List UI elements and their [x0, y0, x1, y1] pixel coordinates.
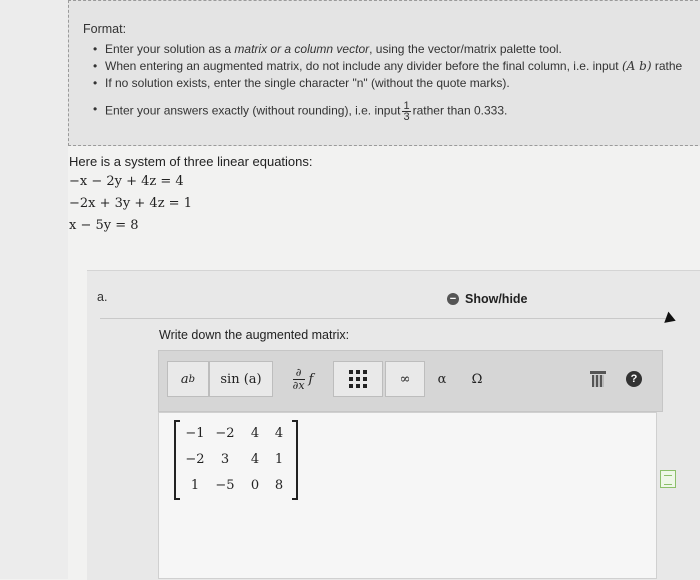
- matrix-cell[interactable]: −2: [215, 426, 235, 441]
- section-divider: [100, 318, 666, 319]
- show-hide-toggle[interactable]: [447, 292, 528, 306]
- matrix-left-bracket: [174, 420, 180, 500]
- matrix-cell[interactable]: 4: [274, 426, 284, 441]
- power-exponent: b: [188, 373, 196, 385]
- fraction-denominator: 3: [403, 111, 410, 123]
- derivative-icon: [293, 367, 314, 392]
- matrix-cell[interactable]: 1: [274, 452, 284, 467]
- omega-button[interactable]: [459, 361, 495, 397]
- rule-item-no-solution: [105, 75, 682, 97]
- math-palette-toolbar: [158, 350, 663, 412]
- trash-icon: [591, 371, 605, 387]
- infinity-button[interactable]: [385, 361, 425, 397]
- rule-1-prefix: Enter your solution as a: [105, 42, 235, 56]
- derivative-numerator: ∂: [293, 367, 305, 380]
- matrix-cell[interactable]: −2: [185, 452, 205, 467]
- equation-2: −2x + 3y + 4z = 1: [69, 196, 192, 211]
- alpha-symbol: α: [437, 371, 447, 387]
- matrix-cell[interactable]: 3: [220, 452, 230, 467]
- rule-2-prefix: When entering an augmented matrix, do not include any divider before the final column, i.e. input: [105, 59, 622, 73]
- infinity-symbol: ∞: [399, 371, 411, 387]
- rule-item-matrix-entry: [105, 41, 682, 58]
- part-label: a.: [97, 290, 108, 304]
- minus-circle-icon: −: [447, 293, 459, 305]
- help-icon: ?: [626, 371, 642, 387]
- format-instructions-box: [68, 0, 700, 146]
- matrix-cell[interactable]: 4: [250, 426, 260, 441]
- matrix-cell[interactable]: 4: [250, 452, 260, 467]
- derivative-button[interactable]: [275, 361, 331, 397]
- rule-2-suffix: rathe: [651, 59, 683, 73]
- matrix-button[interactable]: [333, 361, 383, 397]
- spreadsheet-icon[interactable]: [660, 470, 676, 488]
- derivative-denominator: ∂x: [292, 378, 305, 392]
- format-title: Format:: [83, 22, 127, 36]
- show-hide-label: Show/hide: [465, 292, 528, 306]
- question-prompt: Write down the augmented matrix:: [159, 328, 350, 342]
- rule-4-suffix: rather than 0.333.: [412, 103, 508, 118]
- matrix-cell[interactable]: −5: [215, 478, 235, 493]
- format-rules-list: [105, 41, 683, 123]
- sin-function-button[interactable]: [209, 361, 273, 397]
- sin-label: sin (a): [220, 371, 262, 387]
- left-gutter: [0, 0, 68, 579]
- system-intro: Here is a system of three linear equations:: [69, 154, 313, 169]
- matrix-cell[interactable]: 0: [250, 478, 260, 493]
- equation-1: −x − 2y + 4z = 4: [69, 174, 184, 189]
- matrix-cell[interactable]: 1: [190, 478, 200, 493]
- rule-item-augmented: [105, 58, 682, 75]
- rule-4-prefix: Enter your answers exactly (without rounding), i.e. input: [105, 103, 401, 118]
- help-button[interactable]: [619, 361, 649, 397]
- power-base: a: [180, 371, 189, 387]
- greek-letter-button[interactable]: [427, 361, 457, 397]
- matrix-grid-icon: [349, 370, 367, 388]
- matrix-right-bracket: [292, 420, 298, 500]
- one-third-fraction: [402, 101, 410, 122]
- omega-symbol: Ω: [471, 371, 483, 387]
- matrix-cell[interactable]: −1: [185, 426, 205, 441]
- rule-1-suffix: , using the vector/matrix palette tool.: [369, 42, 562, 56]
- clear-button[interactable]: [583, 361, 613, 397]
- rule-item-exact: [105, 100, 682, 123]
- augmented-matrix[interactable]: [174, 420, 298, 500]
- rule-2-math: (A b): [621, 59, 652, 73]
- fraction-numerator: 1: [403, 100, 410, 112]
- rule-3-text: If no solution exists, enter the single character "n" (without the quote marks).: [105, 76, 510, 90]
- equation-3: x − 5y = 8: [69, 218, 139, 233]
- rule-1-emphasis: matrix or a column vector: [234, 42, 370, 56]
- derivative-f: f: [308, 371, 314, 387]
- power-button[interactable]: [167, 361, 209, 397]
- matrix-cell[interactable]: 8: [274, 478, 284, 493]
